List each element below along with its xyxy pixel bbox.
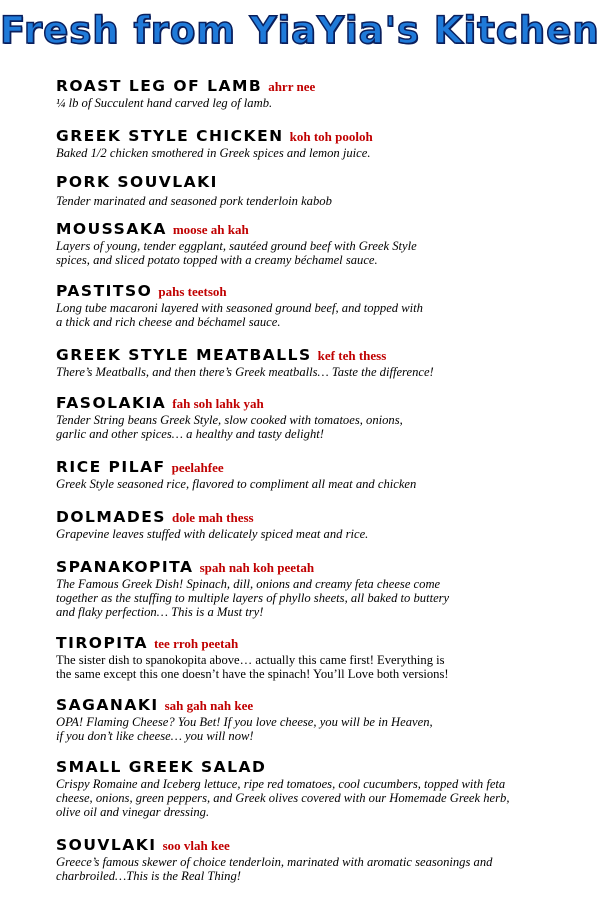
item-pronunciation: fah soh lahk yah (172, 396, 264, 411)
menu-item-fasolakia (56, 393, 516, 441)
menu-item-dolmades (56, 507, 516, 541)
item-name: SAGANAKI (56, 696, 159, 714)
item-pronunciation: dole mah thess (171, 510, 254, 525)
item-description: ¼ lb of Succulent hand carved leg of lamb. (56, 96, 273, 110)
item-name: SMALL GREEK SALAD (56, 758, 267, 776)
item-name: FASOLAKIA (56, 394, 167, 412)
item-pronunciation: ahrr nee (268, 79, 316, 94)
item-pronunciation: koh toh pooloh (289, 129, 373, 144)
item-name: PORK SOUVLAKI (56, 173, 218, 191)
item-name: PASTITSO (56, 282, 153, 300)
menu-item-pork-souvlaki (56, 172, 516, 208)
page-title: Fresh from YiaYia's Kitchen (0, 9, 600, 52)
item-name: TIROPITA (56, 634, 148, 652)
item-description: Tender marinated and seasoned pork tenderloin kabob (56, 194, 332, 208)
menu-item-souvlaki (56, 835, 516, 883)
item-description: Tender String beans Greek Style, slow cooked with tomatoes, onions, garlic and other spices… a healthy and tasty delight! (56, 413, 403, 442)
item-description: Greece’s famous skewer of choice tenderloin, marinated with aromatic seasonings and charbroiled…This is the Real Thing! (56, 855, 493, 884)
item-pronunciation: moose ah kah (172, 222, 249, 237)
item-name: GREEK STYLE CHICKEN (56, 127, 284, 145)
menu-item-moussaka (56, 219, 516, 267)
menu-item-greek-style-meatballs (56, 345, 516, 379)
item-pronunciation: tee rroh peetah (153, 636, 239, 651)
menu-item-rice-pilaf (56, 457, 516, 491)
item-name: DOLMADES (56, 508, 166, 526)
menu-item-small-greek-salad (56, 757, 516, 820)
menu-item-roast-leg-of-lamb (56, 76, 516, 110)
item-description: Baked 1/2 chicken smothered in Greek spices and lemon juice. (56, 146, 371, 160)
menu-item-saganaki (56, 695, 516, 743)
item-name: SPANAKOPITA (56, 558, 194, 576)
item-description: Grapevine leaves stuffed with delicately spiced meat and rice. (56, 527, 369, 541)
item-name: ROAST LEG OF LAMB (56, 77, 263, 95)
item-description: Crispy Romaine and Iceberg lettuce, ripe red tomatoes, cool cucumbers, topped with feta cheese, onions, green peppers, and Greek olives covered with our Homemade Greek herb, olive oil and vinegar dressing. (56, 777, 510, 820)
item-pronunciation: pahs teetsoh (158, 284, 227, 299)
item-pronunciation: soo vlah kee (162, 838, 230, 853)
menu-item-tiropita (56, 633, 516, 681)
item-description: Layers of young, tender eggplant, sautéed ground beef with Greek Style spices, and sliced potato topped with a creamy béchamel sauce. (56, 239, 417, 268)
menu-item-spanakopita (56, 557, 516, 620)
item-name: MOUSSAKA (56, 220, 167, 238)
item-description: There’s Meatballs, and then there’s Greek meatballs… Taste the difference! (56, 365, 434, 379)
item-description: The sister dish to spanokopita above… actually this came first! Everything is the same except this one doesn’t have the spinach! You’ll Love both versions! (56, 653, 449, 682)
item-pronunciation: kef teh thess (317, 348, 387, 363)
menu-item-greek-style-chicken (56, 126, 516, 160)
item-description: OPA! Flaming Cheese? You Bet! If you love cheese, you will be in Heaven, if you don’t like cheese… you will now! (56, 715, 433, 744)
item-description: Greek Style seasoned rice, flavored to compliment all meat and chicken (56, 477, 417, 491)
item-name: GREEK STYLE MEATBALLS (56, 346, 312, 364)
item-pronunciation: spah nah koh peetah (199, 560, 315, 575)
item-pronunciation: sah gah nah kee (164, 698, 254, 713)
menu-item-pastitso (56, 281, 516, 329)
item-description: The Famous Greek Dish! Spinach, dill, onions and creamy feta cheese come together as the stuffing to multiple layers of phyllo sheets, all baked to buttery and flaky perfection… This is a Must try! (56, 577, 450, 620)
item-name: SOUVLAKI (56, 836, 157, 854)
item-name: RICE PILAF (56, 458, 166, 476)
item-pronunciation: peelahfee (171, 460, 224, 475)
item-description: Long tube macaroni layered with seasoned ground beef, and topped with a thick and rich cheese and béchamel sauce. (56, 301, 423, 330)
